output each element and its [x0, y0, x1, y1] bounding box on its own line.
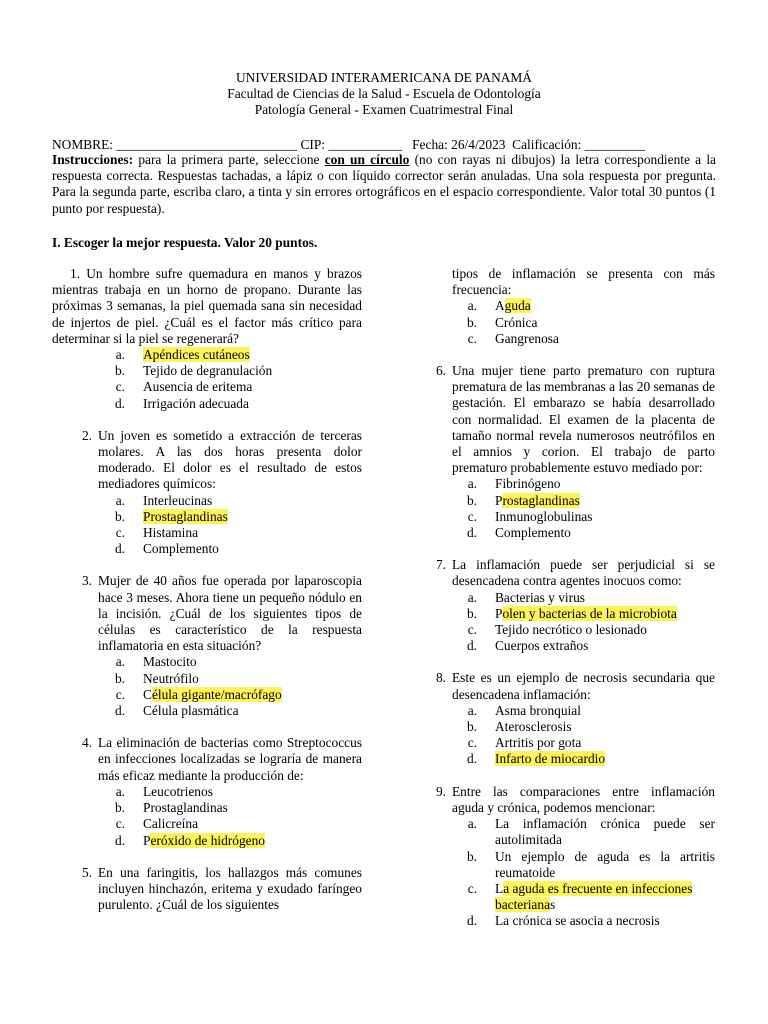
- question-3-options: [52, 654, 362, 719]
- question-8-option-c[interactable]: c. Artritis por gota: [467, 735, 582, 751]
- question-4-options: [52, 784, 362, 849]
- question-3-option-c[interactable]: c. Célula gigante/macrófago: [115, 686, 282, 702]
- question-9-number: 9.: [435, 783, 446, 799]
- answer-highlight: élula gigante/macrófago: [151, 686, 282, 702]
- answer-highlight: Infarto de miocardio: [495, 751, 606, 767]
- student-info-line: [52, 137, 716, 153]
- question-3-option-b[interactable]: b. Neutrófilo: [114, 670, 199, 686]
- cip-field[interactable]: ___________: [328, 137, 403, 152]
- question-5-option-b[interactable]: b. Crónica: [466, 314, 538, 330]
- question-5-option-a[interactable]: a. Aguda: [467, 298, 531, 314]
- question-5-option-c[interactable]: c. Gangrenosa: [467, 330, 559, 346]
- university-name: UNIVERSIDAD INTERAMERICANA DE PANAMÁ: [236, 70, 532, 85]
- question-6-number: 6.: [435, 363, 446, 379]
- calificacion-label: Calificación:: [512, 137, 585, 152]
- question-1-number: 1.: [70, 266, 81, 281]
- question-6-option-d[interactable]: d. Complemento: [466, 525, 571, 541]
- question-8: [425, 670, 715, 767]
- section-title: I. Escoger la mejor respuesta. Valor 20 puntos.: [52, 235, 318, 250]
- question-2-options: [52, 493, 362, 558]
- fecha-text: Fecha: 26/4/2023: [402, 137, 513, 152]
- question-9-option-a[interactable]: a. La inflamación crónica puede ser autolimitada: [467, 816, 715, 848]
- question-6-option-c[interactable]: c. Inmunoglobulinas: [467, 508, 593, 524]
- question-1-option-c[interactable]: c. Ausencia de eritema: [115, 379, 253, 395]
- question-5-stem: En una faringitis, los hallazgos más comunes incluyen hinchazón, eritema y exudado faríngeo purulento. ¿Cuál de los siguientes: [98, 864, 362, 913]
- question-1-option-a[interactable]: a. Apéndices cutáneos: [115, 347, 250, 363]
- course-title: Patología General - Examen Cuatrimestral Final: [254, 102, 514, 117]
- question-6-option-a[interactable]: a. Fibrinógeno: [467, 476, 561, 492]
- question-1-stem: Un hombre sufre quemadura en manos y brazos mientras trabaja en un horno de propano. Durante las próximas 3 semanas, la piel quemada sana sin necesidad de injertos de piel. ¿Cuál es el factor más crítico para determinar si la piel se regenerará?: [52, 266, 362, 346]
- answer-highlight: eróxido de hidrógeno: [150, 832, 265, 848]
- answer-highlight: a aguda es frecuente en infecciones bacteriana: [495, 880, 693, 913]
- answer-highlight: guda: [504, 298, 531, 314]
- faculty-name: Facultad de Ciencias de la Salud - Escuela de Odontología: [227, 86, 541, 101]
- question-3-number: 3.: [81, 573, 92, 589]
- question-1-options: [52, 347, 362, 412]
- instructions-text-1: para la primera parte, seleccione: [133, 152, 325, 167]
- question-8-number: 8.: [435, 670, 446, 686]
- instructions-text-2: (no con rayas ni dibujos) la letra correspondiente a la respuesta correcta. Respuestas tachadas, a lápiz o con líquido corrector serán anuladas. Una sola respuesta por pregunta. Para la segunda parte, escriba claro, a tinta y sin errores ortográficos en el espacio correspondiente. Valor total 30 puntos (1 punto por respuesta).: [52, 152, 717, 216]
- question-4-option-b[interactable]: b. Prostaglandinas: [114, 800, 228, 816]
- instructions-emphasis: con un círculo: [324, 152, 410, 167]
- question-5-stem-continued: tipos de inflamación se presenta con más frecuencia:: [452, 266, 715, 298]
- question-5-number: 5.: [81, 864, 92, 880]
- question-8-option-d[interactable]: d. Infarto de miocardio: [466, 751, 606, 767]
- left-column: [52, 266, 362, 913]
- question-7-number: 7.: [435, 557, 446, 573]
- question-9-option-d[interactable]: d. La crónica se asocia a necrosis: [466, 913, 660, 929]
- question-3-option-a[interactable]: a. Mastocito: [115, 654, 197, 670]
- nombre-field[interactable]: ___________________________: [116, 137, 298, 152]
- question-8-option-a[interactable]: a. Asma bronquial: [467, 702, 581, 718]
- question-1-option-d[interactable]: d. Irrigación adecuada: [114, 395, 249, 411]
- question-2-option-d[interactable]: d. Complemento: [114, 541, 219, 557]
- question-9-option-b[interactable]: b. Un ejemplo de aguda es la artritis reumatoide: [466, 848, 715, 880]
- question-1-text: [52, 266, 362, 347]
- question-2-option-a[interactable]: a. Interleucinas: [115, 492, 213, 508]
- question-3-stem: Mujer de 40 años fue operada por laparoscopia hace 3 meses. Ahora tiene un pequeño nódulo en la incisión. ¿Cuál de los siguientes tipos de células es característico de la respuesta inflamatoria en esta situación?: [98, 573, 362, 654]
- question-4: [52, 735, 362, 848]
- question-3: [52, 573, 362, 719]
- cip-label: CIP:: [297, 137, 329, 152]
- calificacion-field[interactable]: _________: [584, 137, 645, 152]
- question-7-option-a[interactable]: a. Bacterias y virus: [467, 589, 585, 605]
- right-column: [425, 266, 715, 930]
- question-8-stem: Este es un ejemplo de necrosis secundaria que desencadena inflamación:: [452, 670, 715, 702]
- answer-highlight: rostaglandinas: [502, 492, 580, 508]
- question-8-options: [425, 703, 715, 768]
- question-1: [52, 266, 362, 412]
- question-9-options: [425, 816, 715, 929]
- question-7: [425, 557, 715, 654]
- question-4-option-d[interactable]: d. Peróxido de hidrógeno: [114, 832, 265, 848]
- question-2-number: 2.: [81, 427, 92, 443]
- instructions-label: Instrucciones:: [52, 152, 134, 167]
- nombre-label: NOMBRE:: [52, 137, 117, 152]
- question-6: [425, 363, 715, 541]
- question-4-option-a[interactable]: a. Leucotrienos: [115, 783, 213, 799]
- answer-highlight: Apéndices cutáneos: [143, 347, 250, 363]
- question-5: [52, 865, 362, 914]
- question-5-options: [425, 298, 715, 347]
- question-4-number: 4.: [81, 735, 92, 751]
- question-9: [425, 784, 715, 930]
- question-7-option-c[interactable]: c. Tejido necrótico o lesionado: [467, 622, 647, 638]
- answer-highlight: Prostaglandinas: [143, 508, 228, 524]
- instructions: [52, 152, 716, 217]
- question-6-stem: Una mujer tiene parto prematuro con ruptura prematura de las membranas a las 20 semanas de gestación. El embarazo se había desarrollado con normalidad. El examen de la placenta de tamaño normal revela numerosos neutrófilos en el amnios y corion. El trabajo de parto prematuro probablemente estuvo mediado por:: [452, 363, 715, 476]
- question-6-options: [425, 476, 715, 541]
- question-2-stem: Un joven es sometido a extracción de terceras molares. A las dos horas presenta dolor moderado. El dolor es el resultado de estos mediadores químicos:: [98, 427, 362, 492]
- question-7-option-b[interactable]: b. Polen y bacterias de la microbiota: [466, 605, 677, 621]
- question-9-stem: Entre las comparaciones entre inflamación aguda y crónica, podemos mencionar:: [452, 783, 715, 815]
- question-7-options: [425, 590, 715, 655]
- question-3-option-d[interactable]: d. Célula plasmática: [114, 703, 239, 719]
- question-6-option-b[interactable]: b. Prostaglandinas: [466, 492, 580, 508]
- question-7-stem: La inflamación puede ser perjudicial si se desencadena contra agentes inocuos como:: [452, 557, 715, 589]
- question-8-option-b[interactable]: b. Aterosclerosis: [466, 719, 572, 735]
- question-1-option-b[interactable]: b. Tejido de degranulación: [114, 363, 273, 379]
- question-9-option-c[interactable]: c. La aguda es frecuente en infecciones bacterianas: [467, 880, 693, 913]
- question-4-stem: La eliminación de bacterias como Streptococcus en infecciones localizadas se lograría de manera más eficaz mediante la producción de:: [98, 735, 362, 783]
- question-2-option-c[interactable]: c. Histamina: [115, 525, 199, 541]
- question-4-option-c[interactable]: c. Calicreína: [115, 816, 199, 832]
- question-5-continued: [425, 266, 715, 347]
- exam-header: [0, 70, 768, 118]
- question-2-option-b[interactable]: b. Prostaglandinas: [114, 508, 228, 524]
- question-7-option-d[interactable]: d. Cuerpos extraños: [466, 638, 589, 654]
- question-2: [52, 428, 362, 558]
- answer-highlight: olen y bacterias de la microbiota: [502, 605, 677, 621]
